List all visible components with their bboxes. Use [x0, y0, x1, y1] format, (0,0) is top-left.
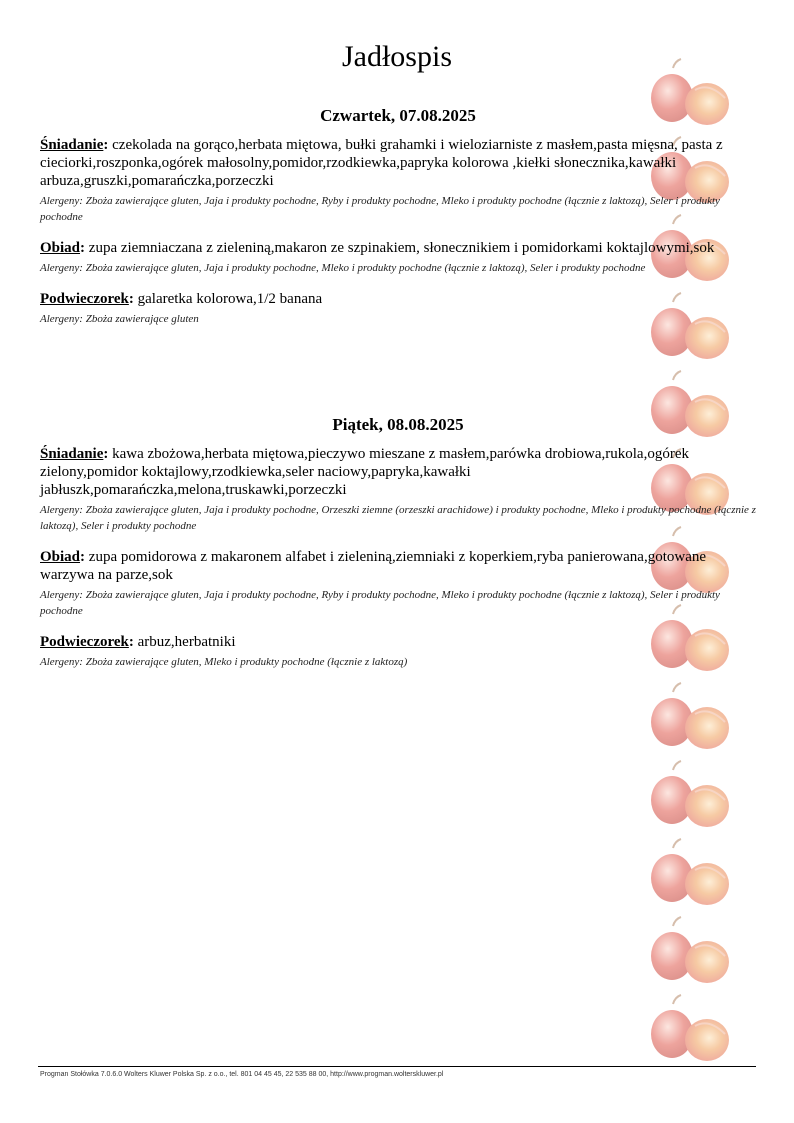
meal-label: Podwieczorek	[40, 634, 129, 650]
meal-description: kawa zbożowa,herbata miętowa,pieczywo mieszane z masłem,parówka drobiowa,rukola,ogórek zielony,pomidor koktajlowy,rzodkiewka,seler naciowy,papryka,kawałki jabłuszk,pomarańczka,melona,truskawki,porzeczki	[40, 446, 689, 498]
fruit-icon	[645, 838, 740, 908]
meal-description: czekolada na gorąco,herbata miętowa, bułki grahamki i wieloziarniste z masłem,pasta mięsna, pasta z cieciorki,roszponka,ogórek małosolny,pomidor,rzodkiewka,papryka kolorowa ,kiełki słonecznika,kawałki arbuza,gruszki,pomarańczka,porzeczki	[40, 137, 723, 189]
meal-lunch: Obiad: zupa ziemniaczana z zieleniną,makaron ze szpinakiem, słonecznikiem i pomidorkami koktajlowymi,sok Alergeny: Zboża zawierające gluten, Jaja i produkty pochodne, Mleko i produkty pochodne (łącznie z laktozą), Seler i produkty pochodne	[40, 239, 756, 276]
allergens-text: Alergeny: Zboża zawierające gluten	[40, 313, 199, 325]
meal-description: galaretka kolorowa,1/2 banana	[133, 291, 323, 307]
meal-label: Śniadanie	[40, 446, 104, 462]
meal-label: Śniadanie	[40, 137, 104, 153]
allergens-text: Alergeny: Zboża zawierające gluten, Jaja i produkty pochodne, Ryby i produkty pochodne, Mleko i produkty pochodne (łącznie z laktozą), Seler i produkty pochodne	[40, 195, 720, 223]
footer-divider	[38, 1066, 756, 1067]
meal-label: Podwieczorek	[40, 291, 129, 307]
meal-breakfast: Śniadanie: czekolada na gorąco,herbata miętowa, bułki grahamki i wieloziarniste z masłem,pasta mięsna, pasta z cieciorki,roszponka,ogórek małosolny,pomidor,rzodkiewka,papryka kolorowa ,kiełki słonecznika,kawałki arbuza,gruszki,pomarańczka,porzeczki Alergeny: Zboża zawierające gluten, Jaja i produkty pochodne, Ryby i produkty pochodne, Mleko i produkty pochodne (łącznie z laktozą), Seler i produkty pochodne	[40, 136, 756, 225]
meal-breakfast: Śniadanie: kawa zbożowa,herbata miętowa,pieczywo mieszane z masłem,parówka drobiowa,rukola,ogórek zielony,pomidor koktajlowy,rzodkiewka,seler naciowy,papryka,kawałki jabłuszk,pomarańczka,melona,truskawki,porzeczki Alergeny: Zboża zawierające gluten, Jaja i produkty pochodne, Orzeszki ziemne (orzeszki arachidowe) i produkty pochodne, Mleko i produkty pochodne (łącznie z laktozą), Seler i produkty pochodne	[40, 446, 756, 532]
footer-text: Progman Stołówka 7.0.6.0 Wolters Kluwer Polska Sp. z o.o., tel. 801 04 45 45, 22 535 88 00, http://www.progman.wolterskluwer.pl	[40, 1071, 444, 1078]
day-heading: Czwartek, 07.08.2025	[320, 106, 476, 125]
meal-description: zupa ziemniaczana z zieleniną,makaron ze szpinakiem, słonecznikiem i pomidorkami koktajlowymi,sok	[85, 240, 715, 256]
allergens-text: Alergeny: Zboża zawierające gluten, Jaja i produkty pochodne, Orzeszki ziemne (orzeszki arachidowe) i produkty pochodne, Mleko i produkty pochodne (łącznie z laktozą), Seler i produkty pochodne	[40, 504, 756, 532]
meal-description: arbuz,herbatniki	[133, 634, 236, 650]
meal-snack: Podwieczorek: galaretka kolorowa,1/2 banana Alergeny: Zboża zawierające gluten	[40, 290, 756, 327]
day-heading: Piątek, 08.08.2025	[332, 415, 464, 434]
fruit-icon	[645, 682, 740, 752]
allergens-text: Alergeny: Zboża zawierające gluten, Mleko i produkty pochodne (łącznie z laktozą)	[40, 656, 408, 668]
allergens-text: Alergeny: Zboża zawierające gluten, Jaja i produkty pochodne, Ryby i produkty pochodne, Mleko i produkty pochodne (łącznie z laktozą), Seler i produkty pochodne	[40, 589, 720, 617]
meal-label: Obiad	[40, 549, 81, 565]
day-section-friday	[40, 415, 756, 684]
allergens-text: Alergeny: Zboża zawierające gluten, Jaja i produkty pochodne, Mleko i produkty pochodne (łącznie z laktozą), Seler i produkty pochodne	[40, 262, 646, 274]
meal-description: zupa pomidorowa z makaronem alfabet i zieleniną,ziemniaki z koperkiem,ryba panierowana,gotowane warzywa na parze,sok	[40, 549, 707, 583]
fruit-icon	[645, 760, 740, 830]
fruit-icon	[645, 994, 740, 1064]
page-title: Jadłospis	[341, 40, 452, 73]
fruit-icon	[645, 916, 740, 986]
day-section-thursday	[40, 106, 756, 341]
meal-snack: Podwieczorek: arbuz,herbatniki Alergeny: Zboża zawierające gluten, Mleko i produkty pochodne (łącznie z laktozą)	[40, 633, 756, 670]
meal-label: Obiad	[40, 240, 81, 256]
meal-lunch: Obiad: zupa pomidorowa z makaronem alfabet i zieleniną,ziemniaki z koperkiem,ryba panierowana,gotowane warzywa na parze,sok Alergeny: Zboża zawierające gluten, Jaja i produkty pochodne, Ryby i produkty pochodne, Mleko i produkty pochodne (łącznie z laktozą), Seler i produkty pochodne	[40, 548, 756, 619]
